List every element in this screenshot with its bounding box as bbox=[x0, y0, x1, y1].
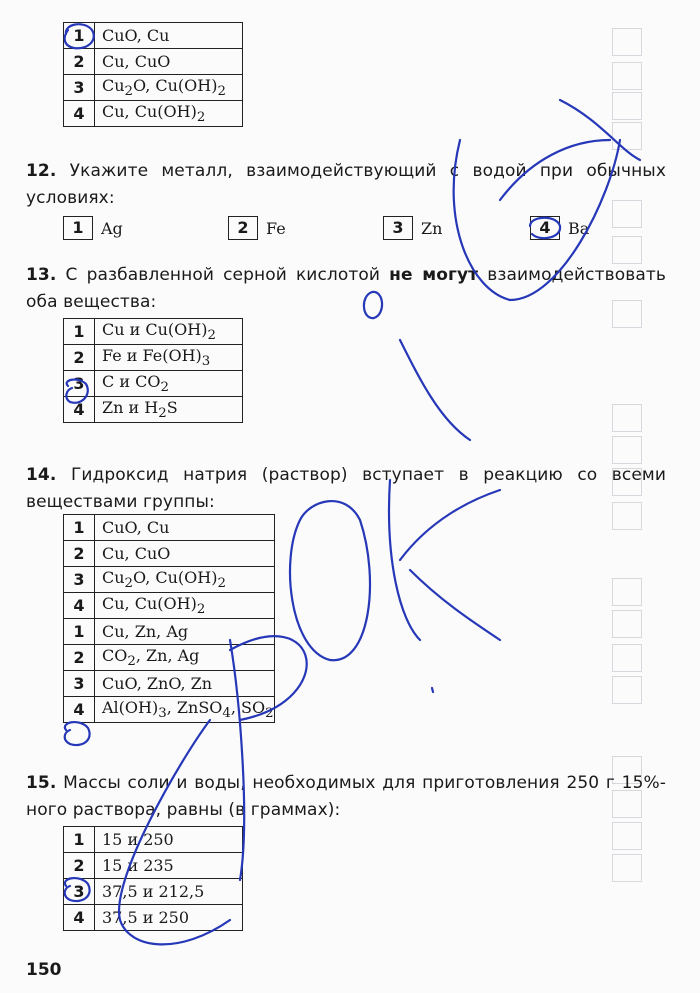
option-number: 4 bbox=[64, 101, 95, 127]
option-value: Cu, $Cu(OH)_2$ bbox=[95, 101, 243, 127]
question-number: 12. bbox=[26, 161, 57, 181]
option-value: CuO, ZnO, Zn bbox=[95, 671, 275, 697]
option-value: C и $CO_2$ bbox=[95, 371, 243, 397]
option-value: CuO, Cu bbox=[95, 23, 243, 49]
question-text-emphasis: не могут bbox=[389, 265, 479, 285]
page-number: 150 bbox=[26, 960, 62, 980]
option-row bbox=[64, 541, 275, 567]
inline-option bbox=[530, 216, 589, 240]
option-row bbox=[64, 697, 275, 723]
question-number: 14. bbox=[26, 465, 57, 485]
scrawl-o-large bbox=[290, 501, 370, 660]
option-row bbox=[64, 567, 275, 593]
option-row bbox=[64, 397, 243, 423]
option-row bbox=[64, 319, 243, 345]
question-12 bbox=[26, 158, 666, 212]
option-value: Fe bbox=[266, 218, 286, 238]
option-value: $Al(OH)_3$, ZnSO$_4$, $SO_2$ bbox=[95, 697, 275, 723]
option-number: 2 bbox=[64, 345, 95, 371]
option-row bbox=[64, 905, 243, 931]
option-value: Cu, CuO bbox=[95, 541, 275, 567]
option-number: 3 bbox=[64, 671, 95, 697]
option-number: 2 bbox=[64, 645, 95, 671]
question-15 bbox=[26, 770, 666, 824]
question-text-start: С разбавленной серной кислотой bbox=[65, 265, 381, 285]
option-number: 4 bbox=[64, 905, 95, 931]
option-row bbox=[64, 853, 243, 879]
option-number: 4 bbox=[64, 697, 95, 723]
inline-option bbox=[63, 216, 123, 240]
option-value: Zn bbox=[421, 218, 443, 238]
option-value: Cu и $Cu(OH)_2$ bbox=[95, 319, 243, 345]
option-number: 1 bbox=[64, 319, 95, 345]
option-value: $Cu_2O$, $Cu(OH)_2$ bbox=[95, 75, 243, 101]
option-value: Cu, Zn, Ag bbox=[95, 619, 275, 645]
option-row bbox=[64, 593, 275, 619]
question-text: Укажите металл, взаимодействующий с водой при обычных условиях: bbox=[26, 161, 666, 208]
option-value: CuO, Cu bbox=[95, 515, 275, 541]
question-13-options bbox=[63, 318, 243, 423]
option-value: 15 и 250 bbox=[95, 827, 243, 853]
option-value: Cu, CuO bbox=[95, 49, 243, 75]
option-number: 3 bbox=[64, 75, 95, 101]
option-number: 1 bbox=[63, 216, 93, 240]
option-value: 37,5 и 250 bbox=[95, 905, 243, 931]
option-value: 37,5 и 212,5 bbox=[95, 879, 243, 905]
option-row bbox=[64, 515, 275, 541]
option-number: 1 bbox=[64, 515, 95, 541]
option-row bbox=[64, 101, 243, 127]
option-number: 1 bbox=[64, 23, 95, 49]
question-14-options bbox=[63, 514, 275, 723]
option-number: 2 bbox=[64, 853, 95, 879]
option-number: 2 bbox=[64, 49, 95, 75]
option-row bbox=[64, 827, 243, 853]
option-row bbox=[64, 645, 275, 671]
scrawl-i bbox=[400, 340, 470, 440]
option-number: 3 bbox=[64, 879, 95, 905]
option-row bbox=[64, 75, 243, 101]
question-13 bbox=[26, 262, 666, 316]
question-text: Массы соли и воды, необходимых для приготовления 250 г 15%-ного раствора, равны (в граммах): bbox=[26, 773, 666, 820]
option-value: Cu, $Cu(OH)_2$ bbox=[95, 593, 275, 619]
option-value: Fe и $Fe(OH)_3$ bbox=[95, 345, 243, 371]
question-15-options bbox=[63, 826, 243, 931]
option-value: Ba bbox=[568, 218, 590, 238]
option-row bbox=[64, 345, 243, 371]
option-number: 3 bbox=[383, 216, 413, 240]
option-number: 3 bbox=[64, 567, 95, 593]
option-value: $CO_2$, Zn, Ag bbox=[95, 645, 275, 671]
option-row bbox=[64, 49, 243, 75]
option-row bbox=[64, 619, 275, 645]
inline-option bbox=[383, 216, 442, 240]
question-text-end: взаимодействовать оба вещества: bbox=[26, 265, 666, 312]
option-row bbox=[64, 23, 243, 49]
option-row bbox=[64, 671, 275, 697]
answer-circle-q14-4 bbox=[65, 722, 90, 745]
option-value: $Cu_2O$, $Cu(OH)_2$ bbox=[95, 567, 275, 593]
option-number: 1 bbox=[64, 827, 95, 853]
inline-option bbox=[228, 216, 286, 240]
option-number: 4 bbox=[64, 593, 95, 619]
option-number: 2 bbox=[228, 216, 258, 240]
option-number: 4 bbox=[530, 216, 560, 240]
option-number: 3 bbox=[64, 371, 95, 397]
option-value: Zn и $H_2S$ bbox=[95, 397, 243, 423]
option-value: 15 и 235 bbox=[95, 853, 243, 879]
question-14 bbox=[26, 462, 666, 516]
scrawl-dot bbox=[432, 688, 433, 692]
question-text: Гидроксид натрия (раствор) вступает в реакцию со всеми веществами группы: bbox=[26, 465, 666, 512]
option-row bbox=[64, 371, 243, 397]
option-row bbox=[64, 879, 243, 905]
question-number: 13. bbox=[26, 265, 57, 285]
top-options-table bbox=[63, 22, 243, 127]
option-number: 2 bbox=[64, 541, 95, 567]
option-number: 4 bbox=[64, 397, 95, 423]
question-number: 15. bbox=[26, 773, 57, 793]
option-number: 1 bbox=[64, 619, 95, 645]
option-value: Ag bbox=[101, 218, 123, 238]
